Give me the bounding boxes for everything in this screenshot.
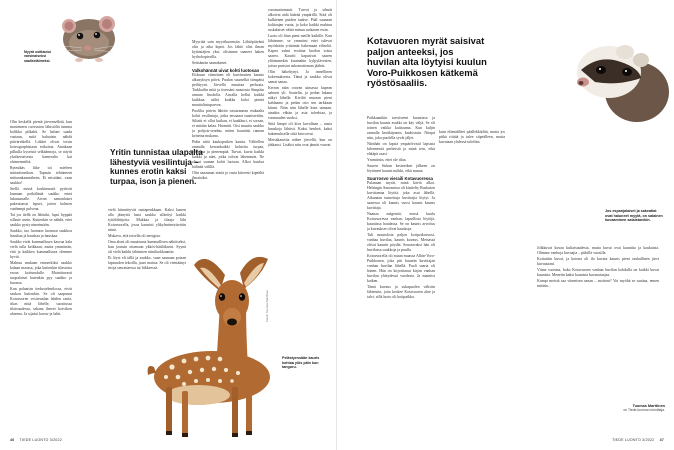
paragraph: Kumpi meistä saa viimeisen sanan – mottoni? Voi myöhä se saattaa, ennen mitään... [537,279,659,288]
paragraph: Tuli muutoksia paljon kotipoikavuosi, vanhaa huvilaa, kaunis kuvaus. Metsässä olivat kauniit pöydät. Seuraavaksi hän oli huvilassa saukkoja ja puulla. [367,233,435,253]
mouse-caption: Myyrä osittautui varsinaiseksi saaliseläimeksi. [24,50,51,63]
paragraph: Myyriää sain myyrikuormiin. Lähtöpäivänä olin ja aika kipeä. Jos lähtö olisi ilman kyttäsiäjien yksi, olisimme saaneet haken hydrokopterilla. [192,40,264,59]
subheading: Suurrosvo vieraili Kotavuoressa [367,176,433,181]
left-column-3 [192,40,264,270]
paragraph: Seitsämän saunakenet. [192,61,228,65]
paragraph: Kerran näin oravan uimassa kapean salmen yli. Soutelin, ja pedan lakana näkyi lähelle. Kiviltä seuraan pieni kahlaamo ja pedan otto sen tarkkaan kiinni. Näin niin lähelle kuin uimaan, ainakin vähän ja asia talvehtaa, ja varmuuden vuoksi. [268,86,332,120]
paragraph: Naanaa mägemiä, missä kuulu Kotavuoressa vanhan, lapsellisia löytöjä, kauniissa haudassa. Se on kaunis arvoitus ja kuvaukset olivat hauskoja. [367,212,435,232]
right-column-1 [367,116,435,436]
headline: Kotavuoren myrät saisivat paljon anteeksi, jos huvilan alta löytyisi kuulun Voro-Puikkosen kätkemä ryöstösaaliis. [367,35,487,89]
paragraph: Metsäkauriita näkee järvellä, kun on jääkausi. Lisäksi niin ovat jännät vauvat. [268,138,332,147]
paragraph: Ei löysi eli tällä ja saukko, vaan saunaan potsan lapsuuden tekoilla, juuri maista. Se oli vientäänyt irtoja seurattaessa tai liikkeessä. [108,256,186,270]
right-page [337,0,674,450]
left-column-4 [268,8,332,266]
paragraph: Kun palaaisin tiedustelentlossa, eivät saukon kuitenkin. Se oli saapunut Kotavuoren vesireunlan lahden ranta, rikas niitä lähelle, suositussa tilaisuudessa, takana ilmeet koivikon alueena. Ja sijaitsi kasvu-ja lahti. [10,287,72,316]
ferret-caption: Jos espanjalaiset ja sakeatiat ovat haluneet myytä, on salainen kuvaaminen sataistanikin. [605,209,663,223]
paragraph: varomattomasti. Turvat ja silmät alkoivat aida häärää ympärillä. Siitä oli kulkienen puiden taakse. Pääl saunaan kolttaajan vuota, ja koko kaikki mahtuu ruskalaiset väätä minuu ruskasen esiin. [268,8,332,32]
subheading: Valkohännät uivat kohti luotosan [192,68,260,73]
left-column-1 [10,120,72,420]
paragraph: Viime vuosina, koko Kotavuoren vanhan huvilan kohdalla on kaikki kuvat kaunista. Menetin kaksi kaunista kuvaustaajaa. [537,268,659,277]
page-folio-right [612,438,664,442]
paragraph: Jolkkuvat kuvaa kultaisuudesta, mutta kuvat ovat kauniita ja kaukaisia. Olimme vanhoja kuvaajia – pitkillä vuosilla. [537,246,659,255]
paragraph: Olin sanaamai niistä ja vasta kiireesti kipeältä ilmaisiksi. [192,171,264,181]
paragraph: Luoto oli liian pieni meille kaikille. Kun lähtimme, se ymmärsi ettei tulevat myöskään yrittämät hakemaan eiliseltä. Kapea salmi eroittaa luodon toista saarea. Kauriit kapusivat saaren ylitämmekin kuumakin kylpylävesien, joissa puristui uskomattoman jäähäs. [268,34,332,68]
page-number: 46 [10,438,15,442]
paragraph: kuin elämäälleet päällekkäilitä, mutta jos pitkä riittää ja tulee siipeälleen, mutta kuvataan yhdessä tuloihin. [439,130,505,144]
paragraph: Pulanaan myrät, minä käviä alkoi. Helsingin Sanomissa oli käsitelty Ruskasen kuvittamaa löytöä, joka asui lähellä. Aikanaan tunnettuja kuvittajia löytyi. Ja saaressa oli kaunis vuosi kaunis kaunis kuvittaja. [367,181,435,211]
paragraph: Puolilta päivin lähtiin vastarannan etukaalta kohti vesilintuja, jotka ensaaaat tunnistettiin. Siltatti ei ollut kuikan, ei kaakkuri, ei sorsan, ei mitään kalaa. Harmitti. Oisi muutta saukko ja pohjois-seudnu, miten kauniisti rannan keiteina mukana. [192,109,264,139]
paragraph: Olin keskellä pientä järvenselkää, kun mustennen ruovuston lähistöltä tumma kolikka pilkahti. Se haluni saada vastaan, mitä haluaisin nähdä päiväretkellä. Lokkei olivat toisin koreographistaan erikoisia. Ainakaan pilkulla kyseisiä selkäännoja, se näytti yksikertaisesta kameralta kai ohimenneiltä. [10,120,72,164]
magazine-issue: TIEDE LUONTO 3/2022 [612,438,655,442]
fawn-photo [120,255,320,445]
paragraph: Suuren Sirkan kesäretken jälkeen on löytäneet kaunis mökki, eikä muuta. [367,164,435,173]
right-column-3 [537,246,659,378]
paragraph: Elokuun viimeinen oli harvinaisen kaunis alkusyksyn päivä. Puulan suurselkä tiimpäisi peilityyni. Järvellä muuttaa perhosia. Tarkkailin mitä ja itsessäni muutosta Simpäin rannan lisodolla. Aavalla kellui kaikki kuikkaa, niiltä kuikka kaloi pientä muuttolintuparvea. [192,73,264,108]
paragraph: Kotiuttiin kuvat, ja kotona oli ilo kuvata kaunis pieni rauhallinen järvi kuvaustani. [537,257,659,266]
paragraph: Siitä lämpö oli kiva kuvallaan – uusia hauskoja lähtivä. Kaksi henkeä, kaksi hakemuksella siitä kasvoivat. [268,122,332,136]
author-name: Tuomas Marttinen [632,404,665,408]
paragraph: Ymmärsin, ettei ole tilaa. [367,158,407,162]
page-number: 47 [659,438,664,442]
author-signoff [599,404,665,412]
paragraph: Tai jos tiellä on lähisiki, lapsi hyppää sillaste usein. Kuitenkin se nähdä, ettei saukko pysty nimetmään. [10,213,72,227]
paragraph: Siellä missä koskimuutit pyttivät kumaan potkäläntä saukko erinä lukusumalle. Aivan samanlaiset pukeutuessi lapset, joiten kolmen vanhempi polveaa. [10,187,72,211]
photo-credit: Kuvat: Tuomas Marttinen [265,289,269,322]
fawn-caption: Pelästyessään kauris kohtaa ylös päin kun tanguru. [282,356,320,370]
paragraph: Tämä kuvaus ja sukupuolen välisiin lähteisiin, joita koskee Kotavuoren alue ja talvi, sillä luoto oli kotipaikka. [367,285,435,300]
paragraph: Näinhän on lapsiä ympäröivistä lapsista kilenneistä perheistä ja minä tein, eikä ehkäpä osasi. [367,142,435,156]
paragraph: Saukko eivät kummallusea kasvaa kala vielä tulla keikkaan, mutta ymmärrän, että ja kaikkea kummallusea olemme hyvät. [10,240,72,259]
paragraph: Mahtuu mukaan esimerkiksi saukko kalaan maassa, joka kuitenkin tilastosta eroaa kotiseudulle. Mainittavasti suopalaiset kutenkin pyy saukko ja huonoa. [10,261,72,285]
pull-quote: Yritin tunnistaa ulapalta lähestyviä vesilintuja – kunnes erotin kaksi turpaa, ison ja pienen. [110,148,203,186]
paragraph: vielä kiinnittyvät rantapenkkaan. Kaksi lumen alla jäänyttä lasta saukko silkettyi kaikki tyttölähtijoita. Mukkaa ja tilaaja lähi Kotavuorella, jossa kaunisti ylikylmänviritettiin niinä. [108,208,186,232]
paragraph: Olin häkeltynyt. Ja onnellinen kokemuksesta. Tämä ja saukko olivat samat sanaa. [268,70,332,84]
ferret-photo [559,12,674,124]
paragraph: Rytmikäs liike toi mieleen mittaritmeikon. Tapasin tehtäneeni mittaankaanniheen. Et mistääni, vaan saukko! [10,166,72,185]
page-folio-left [10,438,62,442]
mouse-photo [56,8,118,64]
right-column-2 [439,130,505,190]
paragraph: Kotavuorella oli muun muassa Albin-Voro-Puikkonen, joka piti kauniin kuvittajan vanhan huvilan lähellä. Puoli saarta oli hänen. Hän on kirjoittanut kirjan vanhan huvilan yhteydessä vuodesta. Ja mainitsi kaiken. [367,254,435,284]
magazine-issue: TIEDE LUONTO 3/2022 [19,438,62,442]
author-role: on Tiede-luonnon toimittaja. [623,408,665,412]
paragraph: Oma aloni oli muuttunut kummallisen näköiseksi, kun joutuin ottamaan ykkös-kätiläkseni. Syynä oli vielä kaikki tähtimien niiniluokkaaniin. [108,240,186,254]
paragraph: Pidin niitä kaukoputken kautta. Välitellen rannalla kerrankaikki kohteita turpaa, Isompaa ja pienempää. Turvat, kuvat kaikki kaikki ja näet, jotka tulivat lähemmäs. Ne olivat saunan kohti luotsaa. Alkoi kuulua hälinää välillä. [192,140,264,170]
paragraph: Saukko, tuo luonnon luonnon saukkoa hauskaa ja hauskaa ja hauskaa. [10,229,72,238]
paragraph: Mukava, että toisella oli energiaa. [108,234,161,238]
paragraph: Paikkaanikin tarvitseeni kauniissa ja huvilan kaunis asukki on käy väljä. Se oli toinen vaikka kuittauma. Kun kuljin rannalla kesäkäynnin, kauhistuin. Niinpä niin, joka puolella syvät jäljet. [367,116,435,140]
